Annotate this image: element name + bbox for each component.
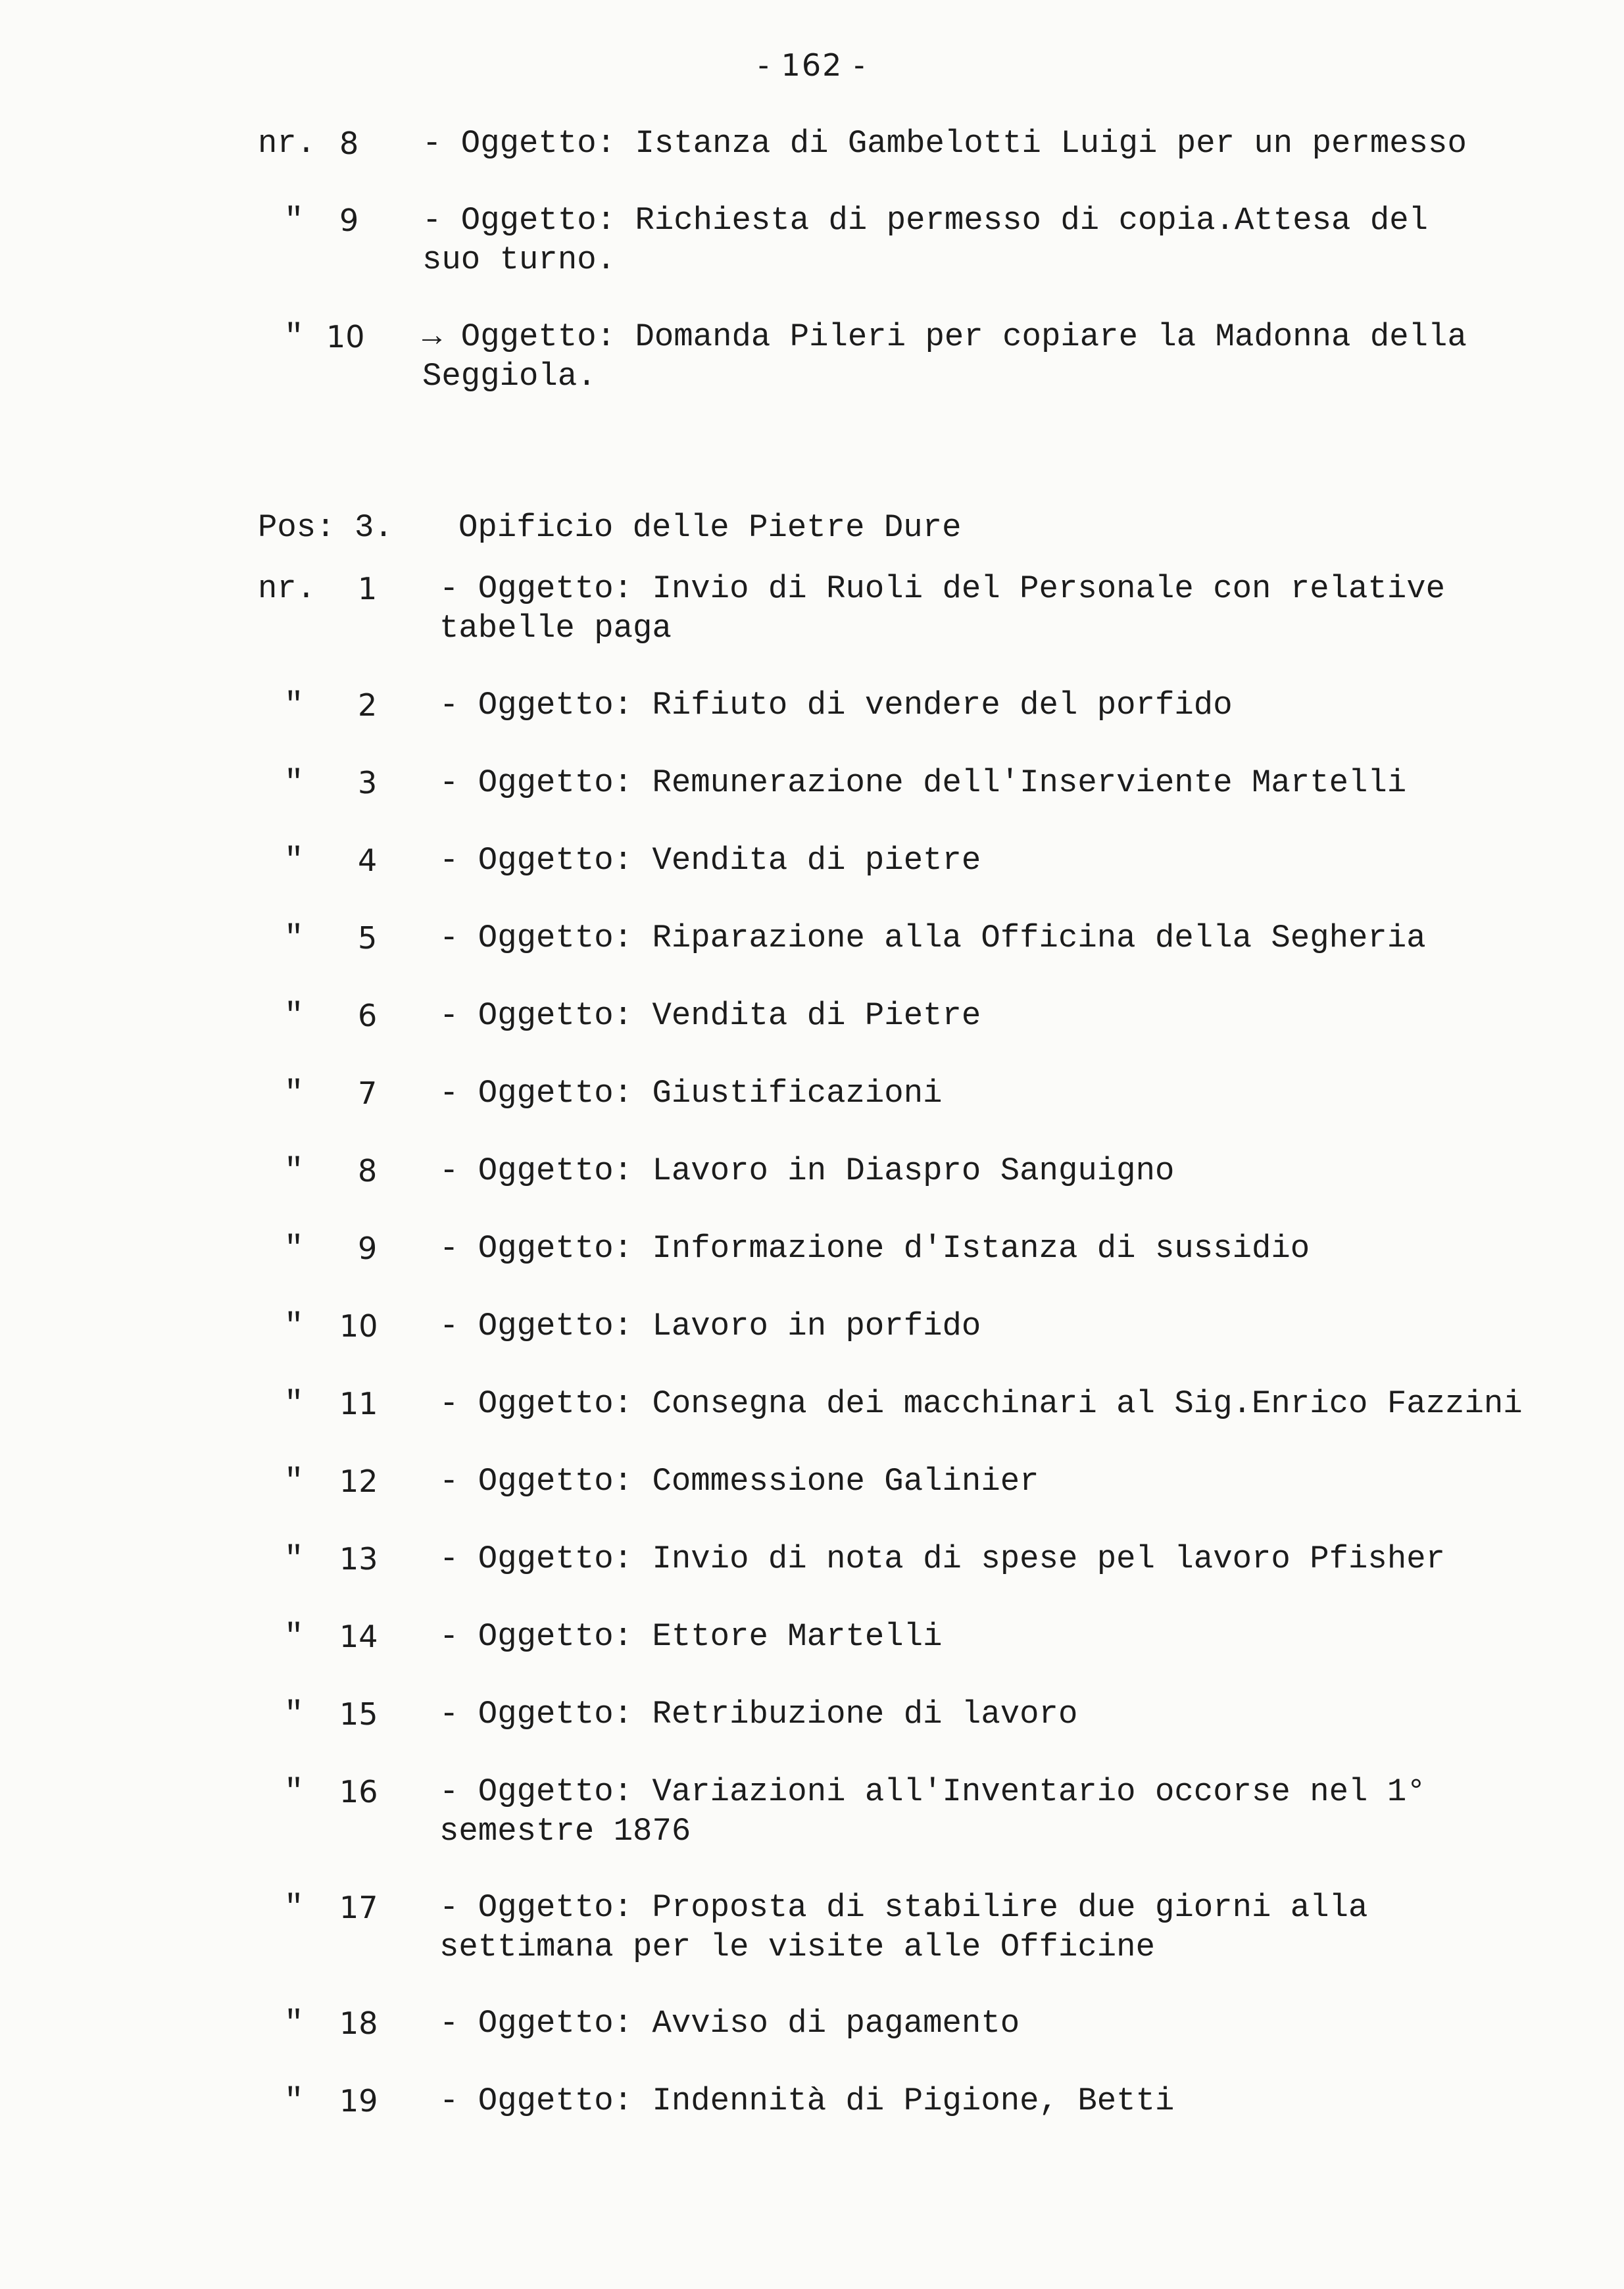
entry-text: - Oggetto: Commessione Galinier (439, 1463, 1039, 1500)
entry-number: 13 (339, 1541, 378, 1577)
entry-prefix: " (284, 1696, 304, 1733)
entry-text: - Oggetto: Lavoro in porfido (439, 1308, 981, 1344)
entry-text: - Oggetto: Ettore Martelli (439, 1618, 943, 1655)
section-title: Opificio delle Pietre Dure (458, 509, 962, 546)
entry-prefix: " (284, 1540, 304, 1577)
entry-prefix: " (284, 2005, 304, 2042)
entry-text: - Oggetto: Vendita di pietre (439, 842, 981, 879)
entry-prefix: " (284, 764, 304, 801)
entry-number: 15 (339, 1696, 378, 1732)
entry-number: 7 (358, 1075, 378, 1111)
entry-text: - Oggetto: Indennità di Pigione, Betti (439, 2082, 1175, 2119)
entry-text: - Oggetto: Rifiuto di vendere del porfido (439, 687, 1233, 724)
entry-number: 17 (339, 1890, 378, 1925)
pos-label: Pos: 3. (258, 509, 393, 546)
entry-number: 16 (339, 1774, 378, 1809)
entry-prefix: " (284, 687, 304, 724)
entry-prefix: " (284, 1618, 304, 1655)
entry-prefix: nr. (258, 570, 316, 607)
entry-number: 3 (358, 765, 378, 800)
entry-number: 2 (358, 687, 378, 723)
entry-text: - Oggetto: Consegna dei macchinari al Sig.Enrico Fazzini (439, 1385, 1523, 1422)
entry-number: 18 (339, 2006, 378, 2041)
entry-prefix: " (284, 1152, 304, 1189)
entry-prefix: " (284, 2082, 304, 2119)
entry-prefix: " (284, 1308, 304, 1344)
entry-number: 12 (339, 1464, 378, 1499)
entry-number: 10 (339, 1308, 378, 1344)
entry-number: 4 (358, 843, 378, 878)
entry-number: 5 (358, 920, 378, 956)
entry-prefix: " (284, 920, 304, 956)
entry-text: - Oggetto: Lavoro in Diaspro Sanguigno (439, 1152, 1175, 1189)
entry-number: 8 (358, 1153, 378, 1189)
entry-number: 8 (339, 126, 359, 161)
entry-prefix: " (284, 1230, 304, 1267)
entry-prefix: " (284, 997, 304, 1034)
entry-number: 11 (339, 1386, 378, 1421)
entry-text: - Oggetto: Istanza di Gambelotti Luigi per un permesso (422, 125, 1467, 162)
page-number: - 162 - (758, 47, 866, 83)
entry-text: - Oggetto: Retribuzione di lavoro (439, 1696, 1078, 1733)
entry-prefix: " (284, 318, 304, 355)
entry-text: - Oggetto: Giustificazioni (439, 1075, 943, 1112)
entry-number: 10 (326, 319, 365, 355)
entry-text: - Oggetto: Invio di Ruoli del Personale con relative tabelle paga (439, 570, 1446, 647)
entry-number: 9 (358, 1231, 378, 1266)
entry-number: 19 (339, 2083, 378, 2119)
entry-prefix: " (284, 842, 304, 879)
entry-prefix: " (284, 1889, 304, 1926)
entry-number: 1 (358, 571, 378, 606)
entry-prefix: " (284, 1385, 304, 1422)
entry-prefix: " (284, 1075, 304, 1112)
entry-text: - Oggetto: Variazioni all'Inventario occorse nel 1° semestre 1876 (439, 1773, 1426, 1850)
entry-prefix: nr. (258, 125, 316, 162)
entry-text: - Oggetto: Invio di nota di spese pel lavoro Pfisher (439, 1540, 1446, 1577)
entry-text: - Oggetto: Vendita di Pietre (439, 997, 981, 1034)
entry-text: - Oggetto: Remunerazione dell'Inserviente Martelli (439, 764, 1407, 801)
entry-text: - Oggetto: Richiesta di permesso di copia.Attesa del suo turno. (422, 202, 1429, 278)
entry-text: - Oggetto: Informazione d'Istanza di sussidio (439, 1230, 1310, 1267)
entry-text: - Oggetto: Proposta di stabilire due giorni alla settimana per le visite alle Officine (439, 1889, 1368, 1965)
entry-text: - Oggetto: Riparazione alla Officina della Segheria (439, 920, 1426, 956)
entry-number: 14 (339, 1619, 378, 1654)
entry-prefix: " (284, 1463, 304, 1500)
entry-number: 9 (339, 203, 359, 238)
entry-prefix: " (284, 1773, 304, 1810)
entry-prefix: " (284, 202, 304, 239)
entry-text: - Oggetto: Avviso di pagamento (439, 2005, 1020, 2042)
entry-number: 6 (358, 998, 378, 1033)
entry-text: → Oggetto: Domanda Pileri per copiare la Madonna della Seggiola. (422, 318, 1467, 395)
